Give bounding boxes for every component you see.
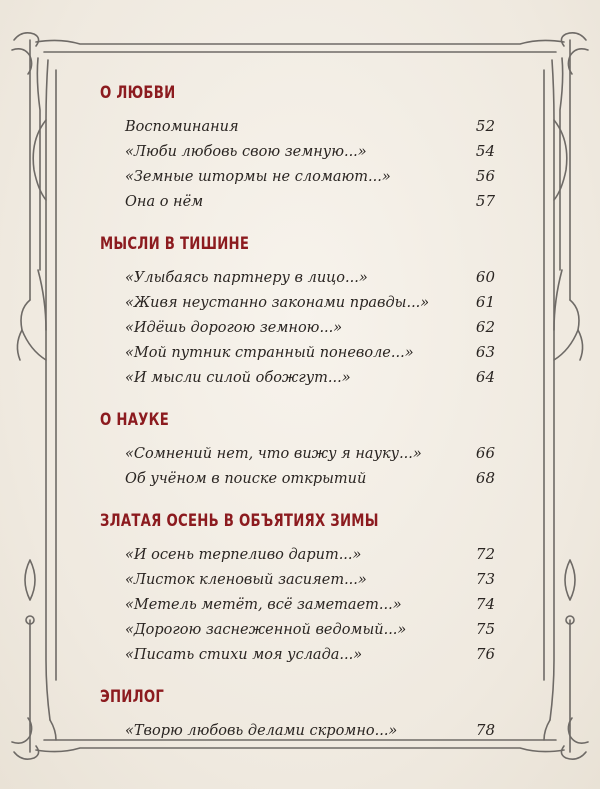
- entry-page: 76: [475, 645, 495, 663]
- entry-title: «И осень терпеливо дарит...»: [125, 547, 362, 563]
- toc-entry[interactable]: [125, 315, 495, 340]
- section-heading: ЭПИЛОГ: [100, 687, 165, 707]
- toc-entry[interactable]: [125, 542, 495, 567]
- table-of-contents: [100, 80, 495, 743]
- entry-title: Она о нём: [125, 194, 204, 210]
- toc-entry[interactable]: [125, 592, 495, 617]
- entry-page: 64: [475, 368, 495, 386]
- entry-title: «Дорогою заснеженной ведомый...»: [125, 622, 407, 638]
- entry-page: 62: [475, 318, 495, 336]
- entry-page: 57: [475, 192, 495, 210]
- entry-page: 66: [475, 444, 495, 462]
- toc-section: [100, 684, 495, 743]
- toc-entry[interactable]: [125, 642, 495, 667]
- entry-title: «Метель метёт, всё заметает...»: [125, 597, 402, 613]
- entry-page: 78: [475, 721, 495, 739]
- entry-page: 72: [475, 545, 495, 563]
- entry-title: Воспоминания: [125, 119, 239, 135]
- entry-title: «Идёшь дорогою земною...»: [125, 320, 343, 336]
- toc-entry[interactable]: [125, 139, 495, 164]
- entry-page: 73: [475, 570, 495, 588]
- entry-title: «Листок кленовый засияет...»: [125, 572, 367, 588]
- entry-title: «Писать стихи моя услада...»: [125, 647, 363, 663]
- toc-entry[interactable]: [125, 365, 495, 390]
- section-heading: О НАУКЕ: [100, 410, 170, 430]
- entry-title: «Улыбаясь партнеру в лицо...»: [125, 270, 368, 286]
- toc-entry[interactable]: [125, 466, 495, 491]
- toc-entry[interactable]: [125, 114, 495, 139]
- section-heading: МЫСЛИ В ТИШИНЕ: [100, 234, 250, 254]
- entry-page: 75: [475, 620, 495, 638]
- entry-title: «И мысли силой обожгут...»: [125, 370, 351, 386]
- toc-entry[interactable]: [125, 441, 495, 466]
- entry-title: «Живя неустанно законами правды...»: [125, 295, 430, 311]
- entry-page: 74: [475, 595, 495, 613]
- entry-page: 52: [475, 117, 495, 135]
- toc-entry[interactable]: [125, 189, 495, 214]
- toc-entry[interactable]: [125, 265, 495, 290]
- toc-entry[interactable]: [125, 340, 495, 365]
- entry-title: «Мой путник странный поневоле...»: [125, 345, 414, 361]
- section-heading: ЗЛАТАЯ ОСЕНЬ В ОБЪЯТИЯХ ЗИМЫ: [100, 511, 379, 531]
- entry-page: 63: [475, 343, 495, 361]
- entry-page: 60: [475, 268, 495, 286]
- toc-section: [100, 231, 495, 390]
- entry-title: «Сомнений нет, что вижу я науку...»: [125, 446, 422, 462]
- toc-entry[interactable]: [125, 617, 495, 642]
- entry-title: «Земные штормы не сломают...»: [125, 169, 391, 185]
- toc-entry[interactable]: [125, 718, 495, 743]
- toc-section: [100, 80, 495, 214]
- entry-title: Об учёном в поиске открытий: [125, 471, 367, 487]
- toc-entry[interactable]: [125, 567, 495, 592]
- toc-entry[interactable]: [125, 290, 495, 315]
- section-heading: О ЛЮБВИ: [100, 83, 176, 103]
- entry-page: 61: [475, 293, 495, 311]
- entry-title: «Люби любовь свою земную...»: [125, 144, 367, 160]
- toc-section: [100, 508, 495, 667]
- entry-title: «Творю любовь делами скромно...»: [125, 723, 398, 739]
- entry-page: 54: [475, 142, 495, 160]
- entry-page: 56: [475, 167, 495, 185]
- entry-page: 68: [475, 469, 495, 487]
- toc-section: [100, 407, 495, 491]
- toc-entry[interactable]: [125, 164, 495, 189]
